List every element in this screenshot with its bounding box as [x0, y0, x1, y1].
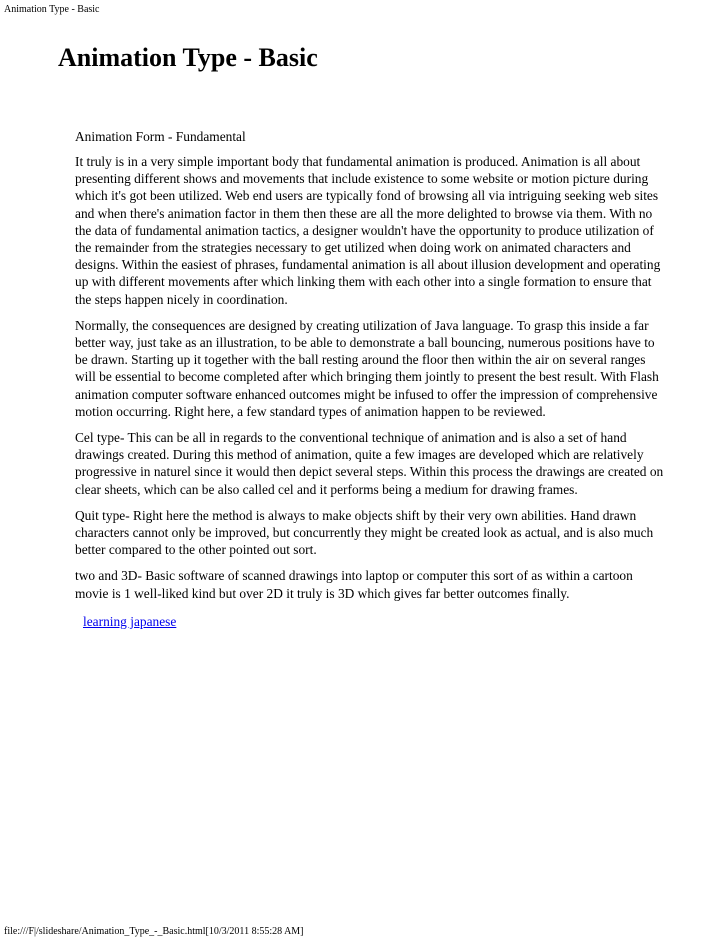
paragraph-cel-type: Cel type- This can be all in regards to the conventional technique of animation and is also a set of hand drawings created. During this method of animation, quite a few images are developed which are relatively progressive in naturel since it would then depict several steps. Within this process the drawings are created on clear sheets, which can be also called cel and it performs being a medium for drawing frames. [75, 430, 664, 497]
article-body [75, 128, 665, 630]
print-header-title: Animation Type - Basic [4, 4, 100, 15]
paragraph-quit-type: Quit type- Right here the method is always to make objects shift by their very own abilities. Hand drawn characters cannot only be improved, but concurrently they might be created look as actual, and is also much better compared to the other pointed out sort. [75, 507, 654, 558]
print-footer-url: file:///F|/slideshare/Animation_Type_-_Basic.html[10/3/2011 8:55:28 AM] [4, 926, 304, 937]
link-container [83, 613, 665, 630]
article-subtitle: Animation Form - Fundamental [75, 129, 246, 144]
paragraph-intro: It truly is in a very simple important body that fundamental animation is produced. Animation is all about presenting different shows and movements that include existence to some website or motion picture during which it's got been utilized. Web end users are typically fond of browsing all via intriguing seeking web sites and when there's animation factor in them then these are all the more delighted to browse via them. With no the data of fundamental animation tactics, a designer wouldn't have the opportunity to produce utilization of the remainder from the strategies necessary to get utilized when doing work on animated characters and designs. Within the easiest of phrases, fundamental animation is all about illusion development and operating up with different movements after which linking them with each other into a single formation to ensure that the steps happen nicely in coordination. [75, 154, 661, 307]
page-title: Animation Type - Basic [58, 43, 318, 72]
paragraph-2d-3d: two and 3D- Basic software of scanned drawings into laptop or computer this sort of as within a cartoon movie is 1 well-liked kind but over 2D it truly is 3D which gives far better outcomes finally. [75, 568, 633, 601]
learning-japanese-link[interactable]: learning japanese [83, 613, 177, 629]
paragraph-java: Normally, the consequences are designed by creating utilization of Java language. To grasp this inside a far better way, just take as an illustration, to be able to demonstrate a ball bouncing, numerous positions have to be drawn. Starting up it together with the ball resting around the floor then within the air on several ranges will be essential to become completed after which bringing them jointly to present the best result. With Flash animation computer software enhanced outcomes might be infused to offer the impression of comprehensive motion occurring. Right here, a few standard types of animation happen to be reviewed. [75, 317, 659, 419]
